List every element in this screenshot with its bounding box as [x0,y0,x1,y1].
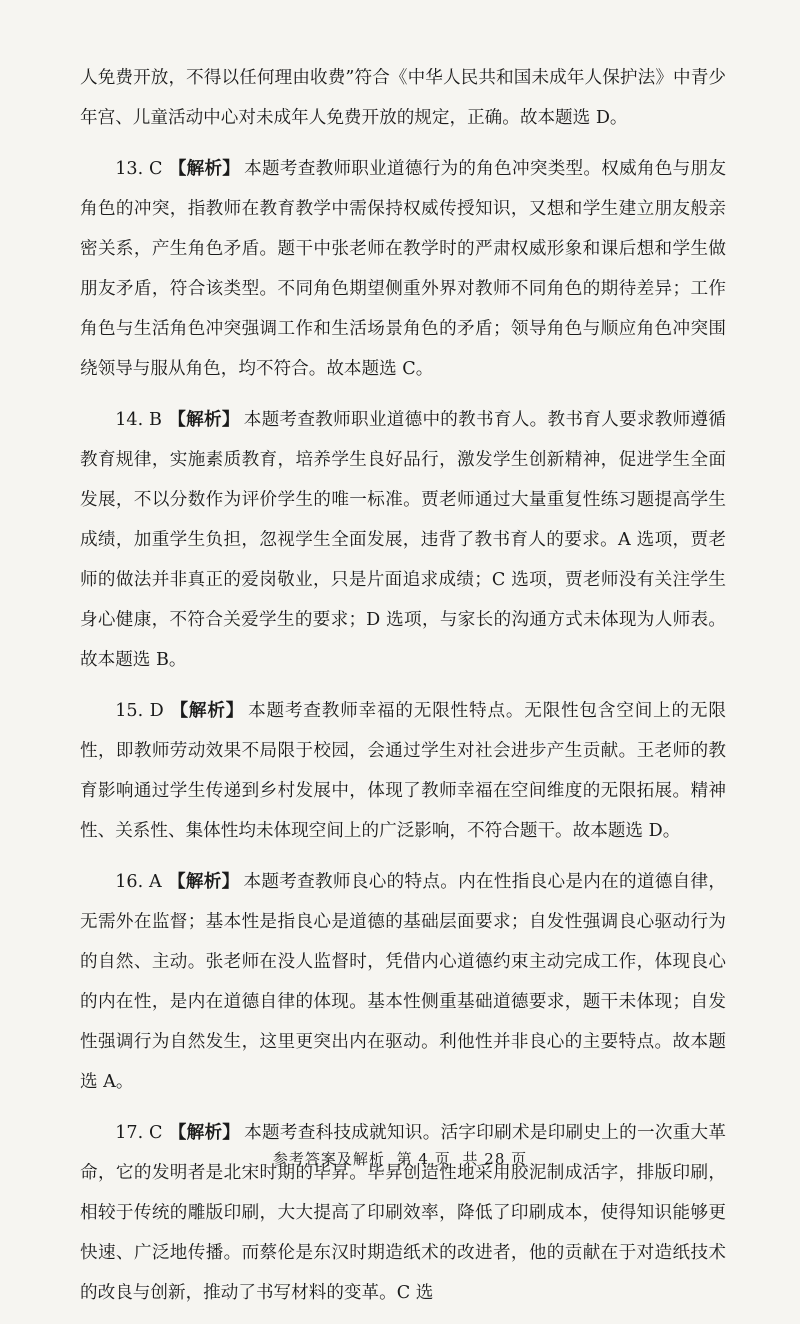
answer-text: 本题考查科技成就知识。活字印刷术是印刷史上的一次重大革命，它的发明者是北宋时期的毕昇。毕昇创造性地采用胶泥制成活字，排版印刷，相较于传统的雕版印刷，大大提高了印刷效率，降低了印刷成本，使得知识能够更快速、广泛地传播。而蔡伦是东汉时期造纸术的改进者，他的贡献在于对造纸技术的改良与创新，推动了书写材料的变革。C 选 [80,1123,726,1303]
answer-number: 17. C [115,1123,163,1143]
answer-item-17 [80,1113,726,1313]
footer-total-pages: 共 28 页 [462,1150,528,1168]
analysis-tag: 【解析】 [167,871,240,892]
analysis-tag: 【解析】 [169,700,245,721]
answer-item-16 [80,862,726,1102]
answer-item-14 [80,400,726,680]
answer-number: 15. D [115,701,164,721]
answer-text: 本题考查教师幸福的无限性特点。无限性包含空间上的无限性，即教师劳动效果不局限于校园，会通过学生对社会进步产生贡献。王老师的教育影响通过学生传递到乡村发展中，体现了教师幸福在空间维度的无限拓展。精神性、关系性、集体性均未体现空间上的广泛影响，不符合题干。故本题选 D。 [80,701,726,841]
page-footer [0,1148,800,1169]
analysis-tag: 【解析】 [168,158,241,179]
answer-number: 14. B [115,410,162,430]
answer-number: 13. C [115,159,163,179]
continuation-paragraph: 人免费开放，不得以任何理由收费”符合《中华人民共和国未成年人保护法》中青少年宫、儿童活动中心对未成年人免费开放的规定，正确。故本题选 D。 [80,68,726,128]
answer-number: 16. A [115,872,162,892]
footer-page-number: 第 4 页 [396,1150,451,1168]
answer-item-13 [80,149,726,389]
answer-text: 本题考查教师职业道德行为的角色冲突类型。权威角色与朋友角色的冲突，指教师在教育教学中需保持权威传授知识，又想和学生建立朋友般亲密关系，产生角色矛盾。题干中张老师在教学时的严肃权威形象和课后想和学生做朋友矛盾，符合该类型。不同角色期望侧重外界对教师不同角色的期待差异；工作角色与生活角色冲突强调工作和生活场景角色的矛盾；领导角色与顺应角色冲突围绕领导与服从角色，均不符合。故本题选 C。 [80,159,726,379]
analysis-tag: 【解析】 [168,1122,241,1143]
answer-item-15 [80,691,726,851]
analysis-tag: 【解析】 [167,409,240,430]
answer-content [80,58,726,1324]
footer-title: 参考答案及解析 [272,1150,385,1168]
answer-text: 本题考查教师良心的特点。内在性指良心是内在的道德自律，无需外在监督；基本性是指良心是道德的基础层面要求；自发性强调良心驱动行为的自然、主动。张老师在没人监督时，凭借内心道德约束主动完成工作，体现良心的内在性，是内在道德自律的体现。基本性侧重基础道德要求，题干未体现；自发性强调行为自然发生，这里更突出内在驱动。利他性并非良心的主要特点。故本题选 A。 [80,872,726,1092]
answer-text: 本题考查教师职业道德中的教书育人。教书育人要求教师遵循教育规律，实施素质教育，培养学生良好品行，激发学生创新精神，促进学生全面发展，不以分数作为评价学生的唯一标准。贾老师通过大量重复性练习题提高学生成绩，加重学生负担，忽视学生全面发展，违背了教书育人的要求。A 选项，贾老师的做法并非真正的爱岗敬业，只是片面追求成绩；C 选项，贾老师没有关注学生身心健康，不符合关爱学生的要求；D 选项，与家长的沟通方式未体现为人师表。故本题选 B。 [80,410,726,670]
